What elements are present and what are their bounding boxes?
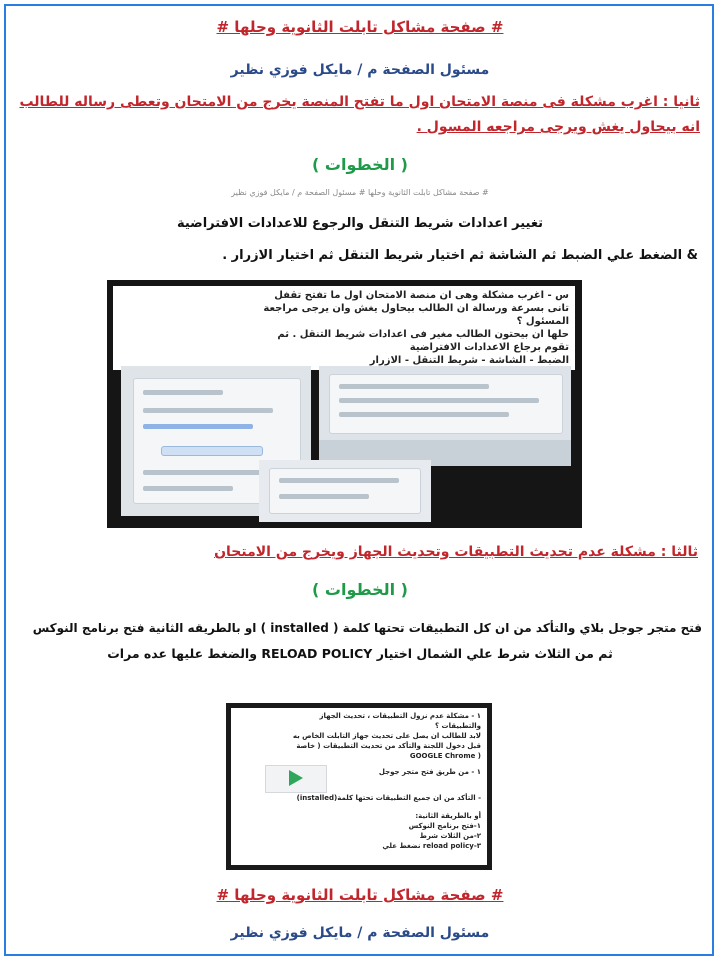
screenshot-navigation-bar <box>319 366 571 440</box>
screenshot-line: ( GOOGLE Chrome <box>409 752 481 760</box>
screenshot-line: تانى بسرعة ورسالة ان الطالب بيحاول يغش وان يرجى مراجعة <box>263 303 569 314</box>
screenshot-line: ١ - من طريق فتح متجر جوجل <box>378 768 481 776</box>
section2-step2: & الضغط علي الضبط ثم الشاشة ثم اختيار شريط التنقل ثم اختيار الازرار . <box>222 248 698 263</box>
header-group-title: # صفحة مشاكل تابلت الثانوية وحلها # <box>216 18 504 36</box>
section2-watermark: # صفحة مشاكل تابلت الثانوية وحلها # مسئول الصفحة م / مايكل فوزي نظير <box>231 188 489 197</box>
section3-step2: ثم من الثلاث شرط علي الشمال اختيار RELOAD POLICY والضغط عليها عده مرات <box>107 646 613 661</box>
section3-problem: ثالثا : مشكلة عدم تحديث التطبيقات وتحديث الجهاز ويخرج من الامتحان <box>214 544 698 560</box>
screenshot-line: قبل دخول اللجنة والتأكد من تحديث التطبيقات ( خاصة <box>296 742 481 750</box>
screenshot-line: ١-فتح برنامج النوكس <box>408 822 481 830</box>
screenshot-line: الضبط - الشاشة - شريط التنقل - الازرار <box>369 355 569 366</box>
screenshot-line: - التأكد من ان جميع التطبيقات تحتها كلمة(installed) <box>296 794 481 802</box>
footer-group-title: # صفحة مشاكل تابلت الثانوية وحلها # <box>216 886 504 904</box>
header-admin: مسئول الصفحة م / مايكل فوزي نظير <box>230 62 490 78</box>
footer-admin: مسئول الصفحة م / مايكل فوزي نظير <box>230 925 490 941</box>
screenshot-line: ٢-من الثلاث شرط <box>419 832 481 840</box>
screenshot-buttons-option <box>259 460 431 522</box>
google-play-icon <box>265 765 327 793</box>
screenshot-text-area <box>113 286 575 370</box>
screenshot-line: أو بالطريقة الثانية: <box>415 812 481 820</box>
screenshot-line: المسئول ؟ <box>516 316 569 327</box>
screenshot-line: ٣-reload policy نضغط علي <box>382 842 481 850</box>
screenshot-line: ١ - مشكلة عدم نزول التطبيقات ، تحديث الجهاز <box>319 712 481 720</box>
screenshot-navigation-settings <box>107 280 582 528</box>
section2-problem-cont: انه بيحاول يغش ويرجى مراجعه المسول . <box>416 119 700 135</box>
screenshot-line: حلها ان بيحتون الطالب مغير فى اعدادات شريط التنقل . ثم <box>277 329 569 340</box>
section2-steps-heading: ( الخطوات ) <box>312 155 408 174</box>
section2-step1: تغيير اعدادات شريط التنقل والرجوع للاعدادات الافتراضية <box>176 216 544 231</box>
screenshot-line: تقوم برجاع الاعدادات الافتراضية <box>409 342 569 353</box>
section3-steps-heading: ( الخطوات ) <box>312 580 408 599</box>
section3-step1: فتح متجر جوجل بلاي والتأكد من ان كل التطبيقات تحتها كلمة ( installed ) او بالطريقه الثانية فتح برنامج النوكس <box>32 621 702 635</box>
screenshot-text-area <box>231 708 487 865</box>
section2-problem: ثانيا : اغرب مشكلة فى منصة الامتحان اول ما تفتح المنصة يخرج من الامتحان وتعطى رساله للطالب <box>19 94 700 110</box>
screenshot-play-store-update <box>226 703 492 870</box>
screenshot-line: س - اغرب مشكلة وهى ان منصة الامتحان اول ما تفتح تقفل <box>274 290 569 301</box>
screenshot-line: لابد للطالب ان يصل على تحديث جهاز التابلت الخاص به <box>292 732 481 740</box>
screenshot-line: والتطبيقات ؟ <box>435 722 481 730</box>
